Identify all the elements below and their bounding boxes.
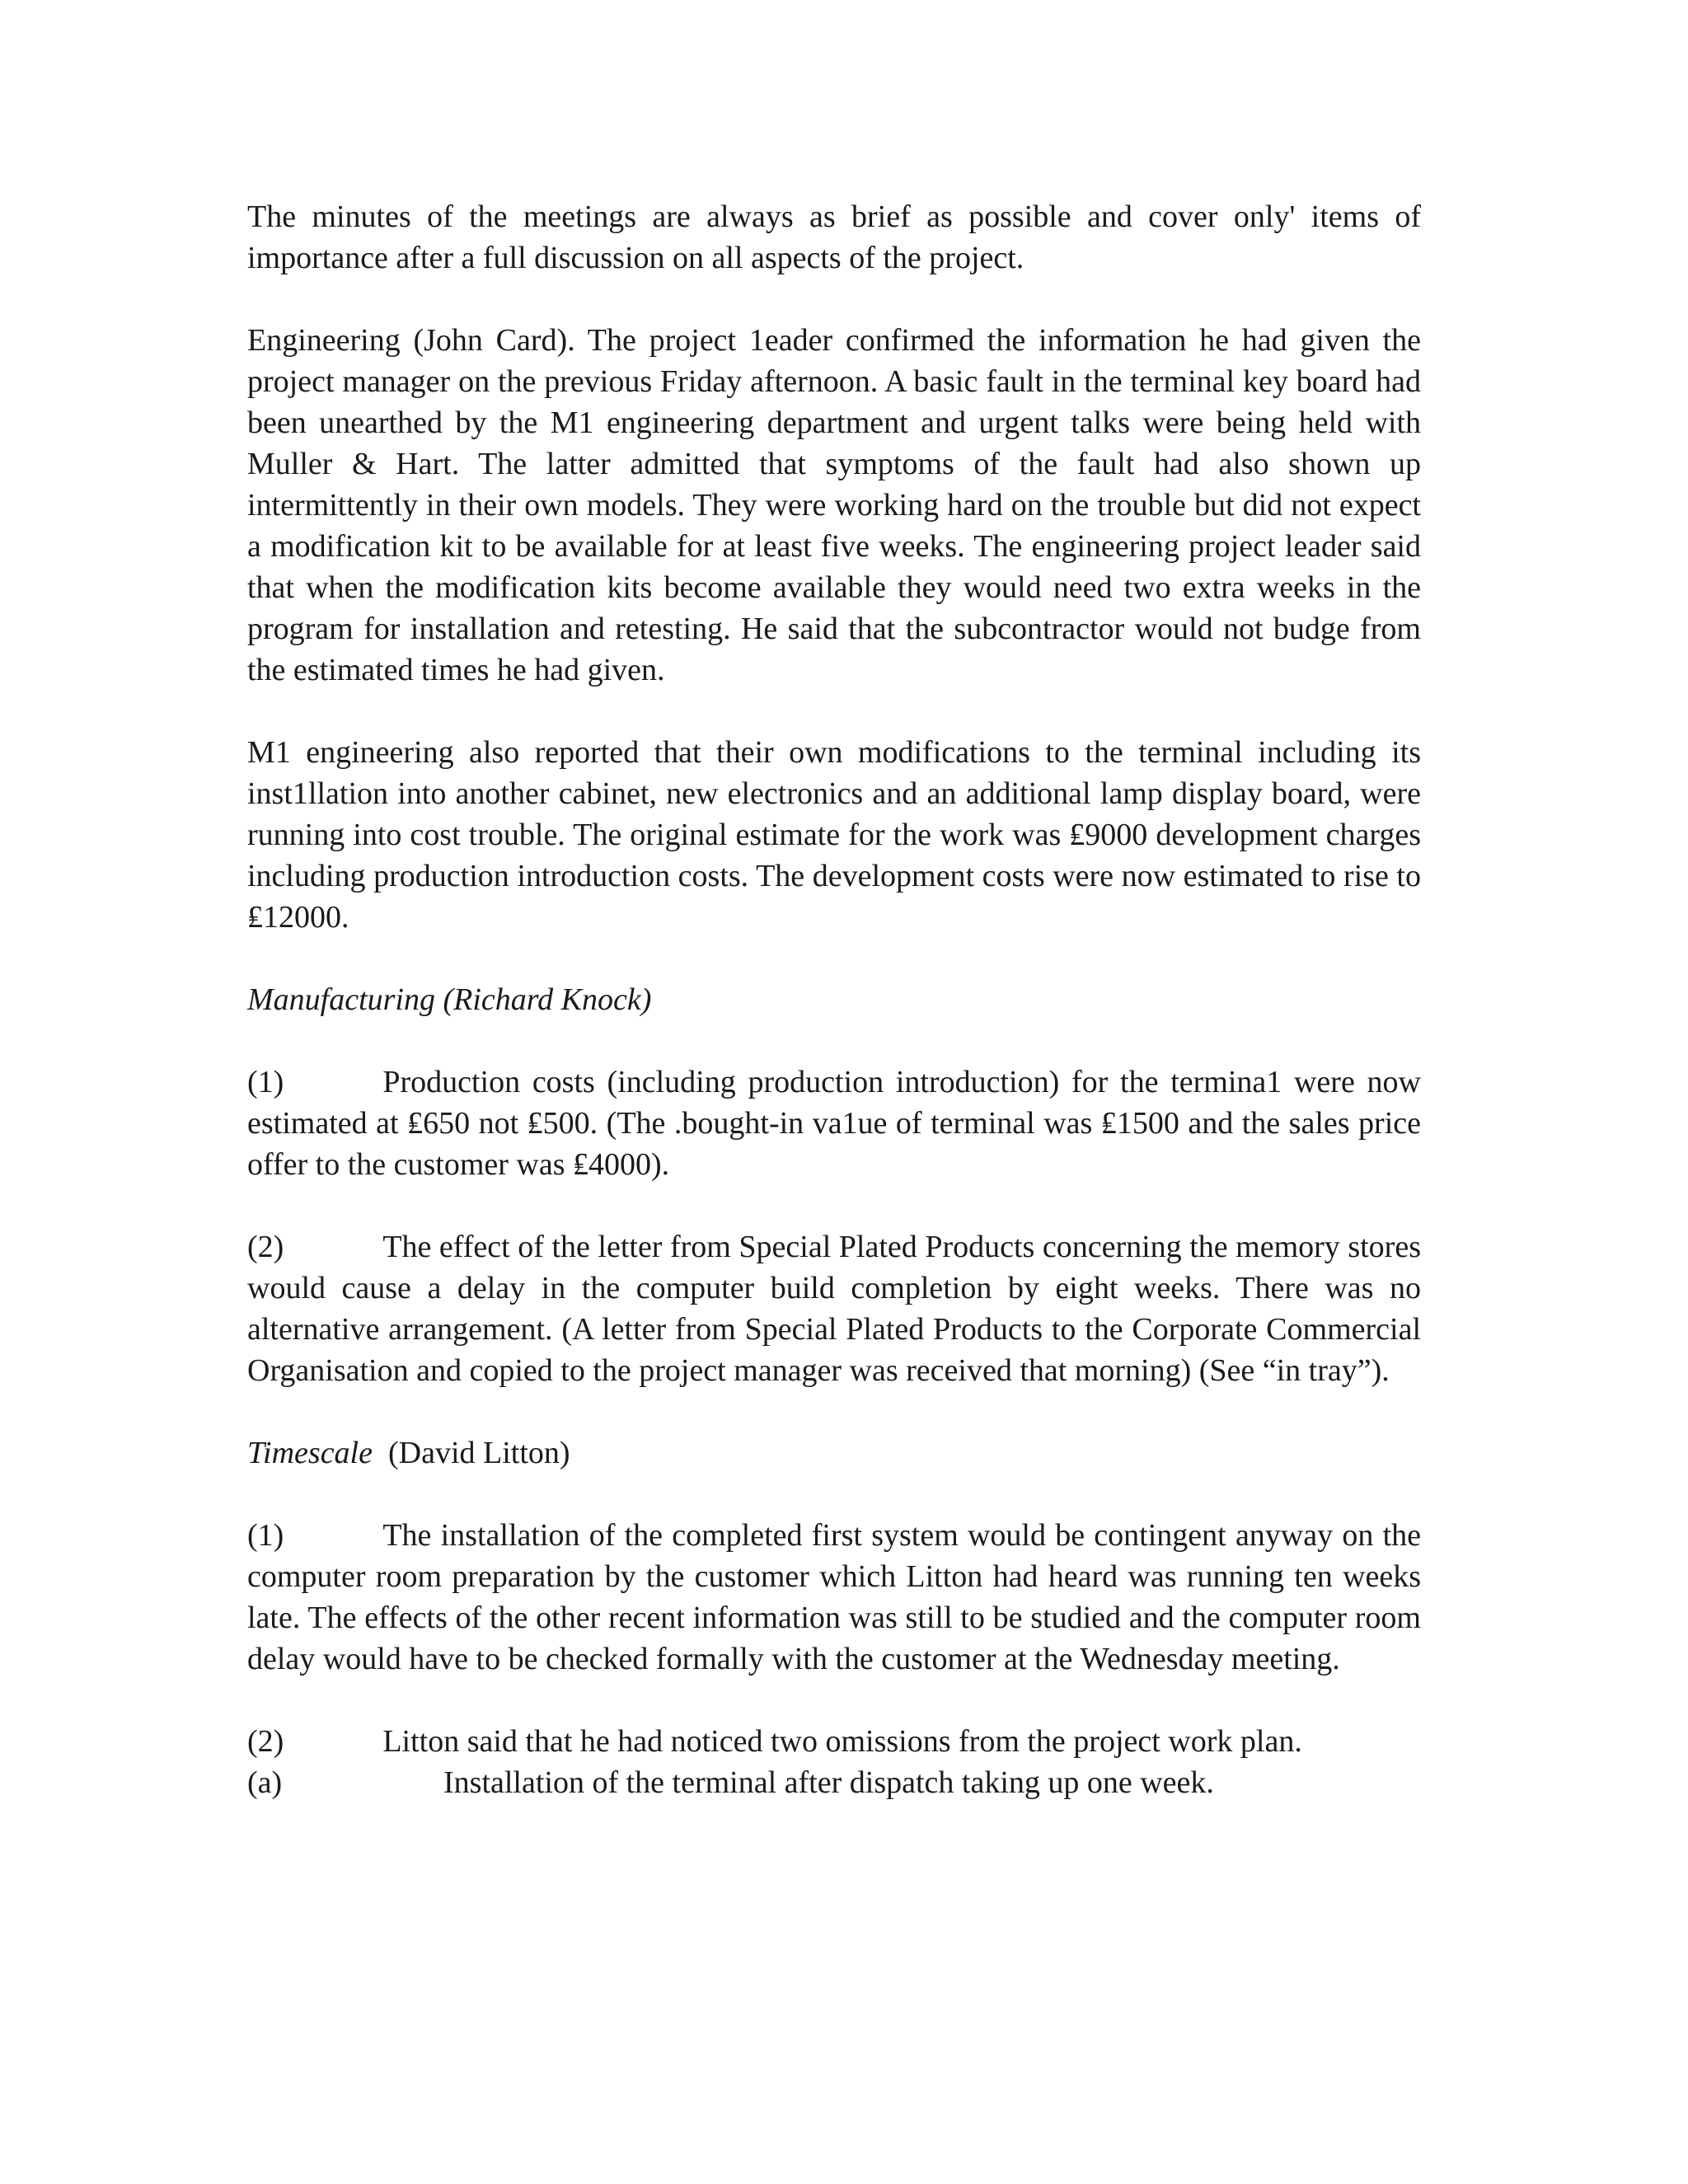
timescale-heading — [247, 1432, 1421, 1474]
intro-paragraph: The minutes of the meetings are always as brief as possible and cover only' items of importance after a full discussion on all aspects of the project. — [247, 199, 1421, 275]
sub-item-label: (a) — [247, 1765, 283, 1800]
item-number: (2) — [247, 1230, 284, 1264]
item-number: (1) — [247, 1065, 284, 1099]
item-text: The installation of the completed first system would be contingent anyway on the computer room preparation by the customer which Litton had heard was running ten weeks late. The effects of the other recent information was still to be studied and the computer room delay would have to be checked formally with the customer at the Wednesday meeting. — [247, 1518, 1421, 1676]
manufacturing-item-2 — [247, 1226, 1421, 1391]
engineering-paragraph: Engineering (John Card). The project 1eader confirmed the information he had given the project manager on the previous Friday afternoon. A basic fault in the terminal key board had been unearthed by the M1 engineering department and urgent talks were being held with Muller & Hart. The latter admitted that symptoms of the fault had also shown up intermittently in their own models. They were working hard on the trouble but did not expect a modification kit to be available for at least five weeks. The engineering project leader said that when the modification kits become available they would need two extra weeks in the program for installation and retesting. He said that the subcontractor would not budge from the estimated times he had given. — [247, 323, 1421, 687]
document-page — [247, 196, 1421, 1803]
timescale-heading-owner: (David Litton) — [387, 1436, 570, 1470]
sub-item-text: Installation of the terminal after dispatch taking up one week. — [443, 1765, 1214, 1800]
engineering-costs-paragraph: M1 engineering also reported that their own modifications to the terminal including its inst1llation into another cabinet, new electronics and an additional lamp display board, were running into cost trouble. The original estimate for the work was ₤9000 development charges including production introduction costs. The development costs were now estimated to rise to ₤12000. — [247, 735, 1421, 935]
timescale-sub-item-a — [247, 1762, 1421, 1803]
item-number: (2) — [247, 1724, 284, 1759]
item-number: (1) — [247, 1518, 284, 1553]
timescale-item-2 — [247, 1721, 1421, 1762]
timescale-heading-title: Timescale — [247, 1436, 373, 1470]
item-text: Litton said that he had noticed two omissions from the project work plan. — [382, 1724, 1302, 1759]
manufacturing-heading: Manufacturing (Richard Knock) — [247, 982, 652, 1017]
item-text: Production costs (including production introduction) for the termina1 were now estimated at ₤650 not ₤500. (The .bought-in va1ue of terminal was ₤1500 and the sales price offer to the customer was ₤4000). — [247, 1065, 1421, 1182]
timescale-item-1 — [247, 1515, 1421, 1680]
manufacturing-item-1 — [247, 1062, 1421, 1185]
item-text: The effect of the letter from Special Plated Products concerning the memory stores would cause a delay in the computer build completion by eight weeks. There was no alternative arrangement. (A letter from Special Plated Products to the Corporate Commercial Organisation and copied to the project manager was received that morning) (See “in tray”). — [247, 1230, 1421, 1388]
